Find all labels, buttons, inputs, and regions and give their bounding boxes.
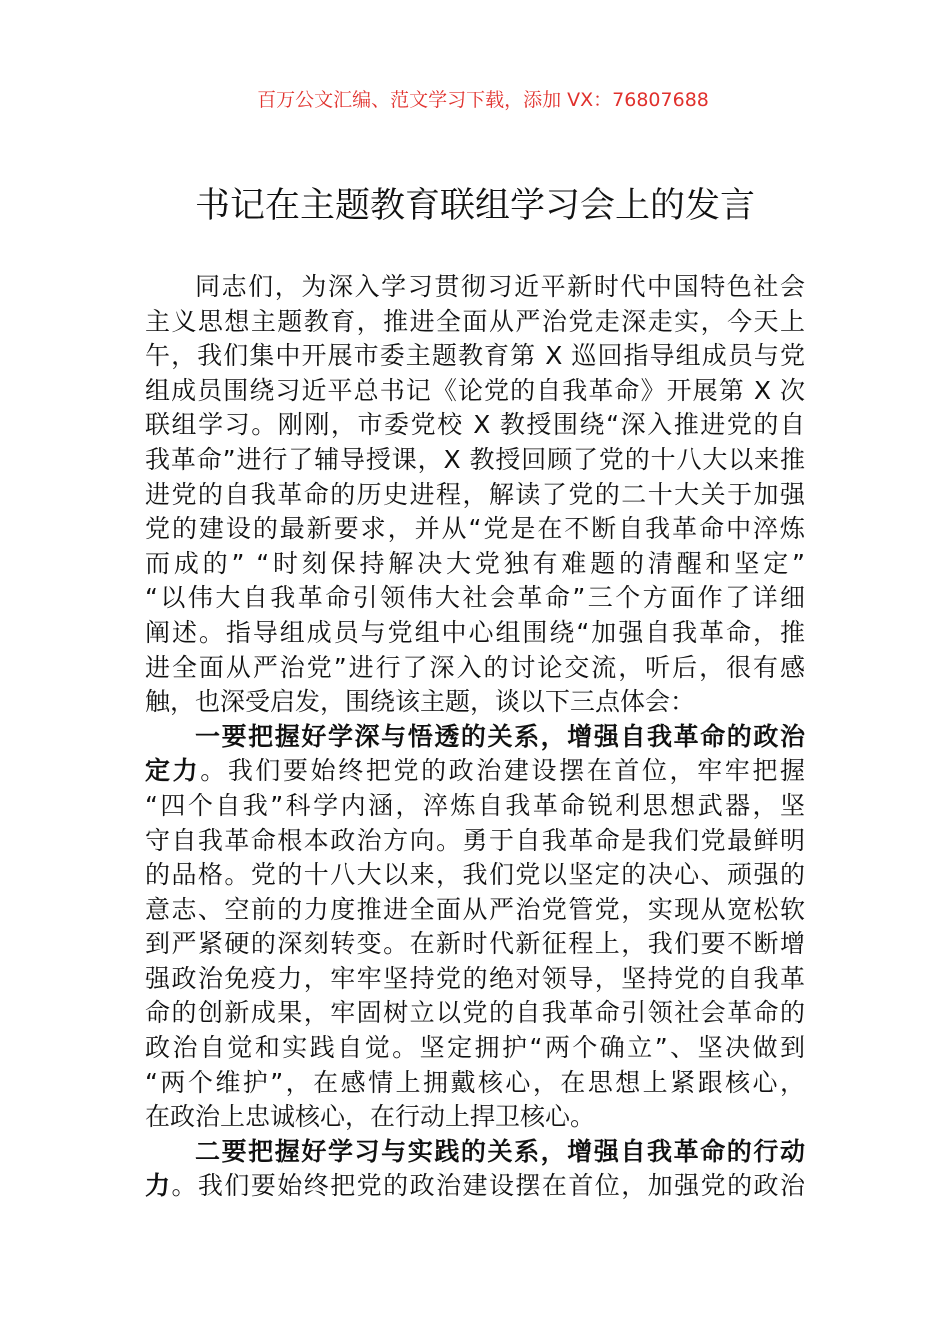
watermark-header: 百万公文汇编、范文学习下载，添加 VX：76807688 xyxy=(257,89,709,111)
body-text: 政治自觉和实践自觉。坚定拥护“两个确立”、坚决做到 xyxy=(145,1033,805,1063)
text-line xyxy=(145,1135,805,1170)
text-line xyxy=(145,512,805,547)
text-line xyxy=(145,305,805,340)
body-text: “以伟大自我革命引领伟大社会革命”三个方面作了详细 xyxy=(145,583,805,613)
text-line xyxy=(145,996,805,1031)
body-text: 触，也深受启发，围绕该主题，谈以下三点体会： xyxy=(145,687,696,717)
text-line xyxy=(145,720,805,755)
body-text: 阐述。指导组成员与党组中心组围绕“加强自我革命，推 xyxy=(145,617,805,647)
text-line xyxy=(145,270,805,305)
text-line xyxy=(145,443,805,478)
text-line xyxy=(145,374,805,409)
paragraph xyxy=(145,1135,805,1204)
text-line xyxy=(145,754,805,789)
body-text: 进党的自我革命的历史进程，解读了党的二十大关于加强 xyxy=(145,479,805,509)
body-text: 的品格。党的十八大以来，我们党以坚定的决心、顽强的 xyxy=(145,860,805,890)
body-text: 联组学习。刚刚，市委党校 X 教授围绕“深入推进党的自 xyxy=(145,410,805,440)
body-text: 党的建设的最新要求，并从“党是在不断自我革命中淬炼 xyxy=(145,514,805,544)
text-line xyxy=(145,1031,805,1066)
text-line xyxy=(145,478,805,513)
body-text: 午，我们集中开展市委主题教育第 X 巡回指导组成员与党 xyxy=(145,341,805,371)
body-text: 强政治免疫力，牢牢坚持党的绝对领导，坚持党的自我革 xyxy=(145,963,805,993)
text-line xyxy=(145,1100,805,1135)
text-line xyxy=(145,1066,805,1101)
text-line xyxy=(145,581,805,616)
text-line xyxy=(145,408,805,443)
body-text: 同志们，为深入学习贯彻习近平新时代中国特色社会 xyxy=(195,272,805,301)
body-text: 意志、空前的力度推进全面从严治党管党，实现从宽松软 xyxy=(145,894,805,924)
paragraph xyxy=(145,720,805,1135)
bold-heading-text: 定力 xyxy=(145,756,201,786)
body-text: 。我们要始终把党的政治建设摆在首位，牢牢把握 xyxy=(200,756,805,786)
body-text: 而成的” “时刻保持解决大党独有难题的清醒和坚定” xyxy=(145,548,805,578)
text-line xyxy=(145,824,805,859)
body-text: 主义思想主题教育，推进全面从严治党走深走实，今天上 xyxy=(145,306,805,336)
bold-heading-text: 二要把握好学习与实践的关系，增强自我革命的行动 xyxy=(195,1136,805,1166)
body-text: 守自我革命根本政治方向。勇于自我革命是我们党最鲜明 xyxy=(145,825,805,855)
text-line xyxy=(145,339,805,374)
text-line xyxy=(145,893,805,928)
body-text: 在政治上忠诚核心，在行动上捍卫核心。 xyxy=(145,1102,596,1132)
body-text: 组成员围绕习近平总书记《论党的自我革命》开展第 X 次 xyxy=(145,375,805,405)
body-text: 我革命”进行了辅导授课，X 教授回顾了党的十八大以来推 xyxy=(145,444,805,474)
body-text: 进全面从严治党”进行了深入的讨论交流，听后，很有感 xyxy=(145,652,805,682)
text-line xyxy=(145,651,805,686)
body-text: 到严紧硬的深刻转变。在新时代新征程上，我们要不断增 xyxy=(145,929,805,959)
text-line xyxy=(145,547,805,582)
paragraph xyxy=(145,270,805,720)
document-body xyxy=(145,270,805,1204)
text-line xyxy=(145,789,805,824)
text-line xyxy=(145,1169,805,1204)
document-title: 书记在主题教育联组学习会上的发言 xyxy=(194,186,755,226)
bold-heading-text: 力 xyxy=(145,1171,172,1201)
body-text: 。我们要始终把党的政治建设摆在首位，加强党的政治 xyxy=(171,1171,805,1201)
body-text: “四个自我”科学内涵，淬炼自我革命锐利思想武器，坚 xyxy=(145,790,805,820)
text-line xyxy=(145,927,805,962)
body-text: 命的创新成果，牢固树立以党的自我革命引领社会革命的 xyxy=(145,998,805,1028)
bold-heading-text: 一要把握好学深与悟透的关系，增强自我革命的政治 xyxy=(195,721,805,751)
text-line xyxy=(145,962,805,997)
text-line xyxy=(145,616,805,651)
body-text: “两个维护”，在感情上拥戴核心，在思想上紧跟核心， xyxy=(145,1067,805,1097)
text-line xyxy=(145,685,805,720)
text-line xyxy=(145,858,805,893)
